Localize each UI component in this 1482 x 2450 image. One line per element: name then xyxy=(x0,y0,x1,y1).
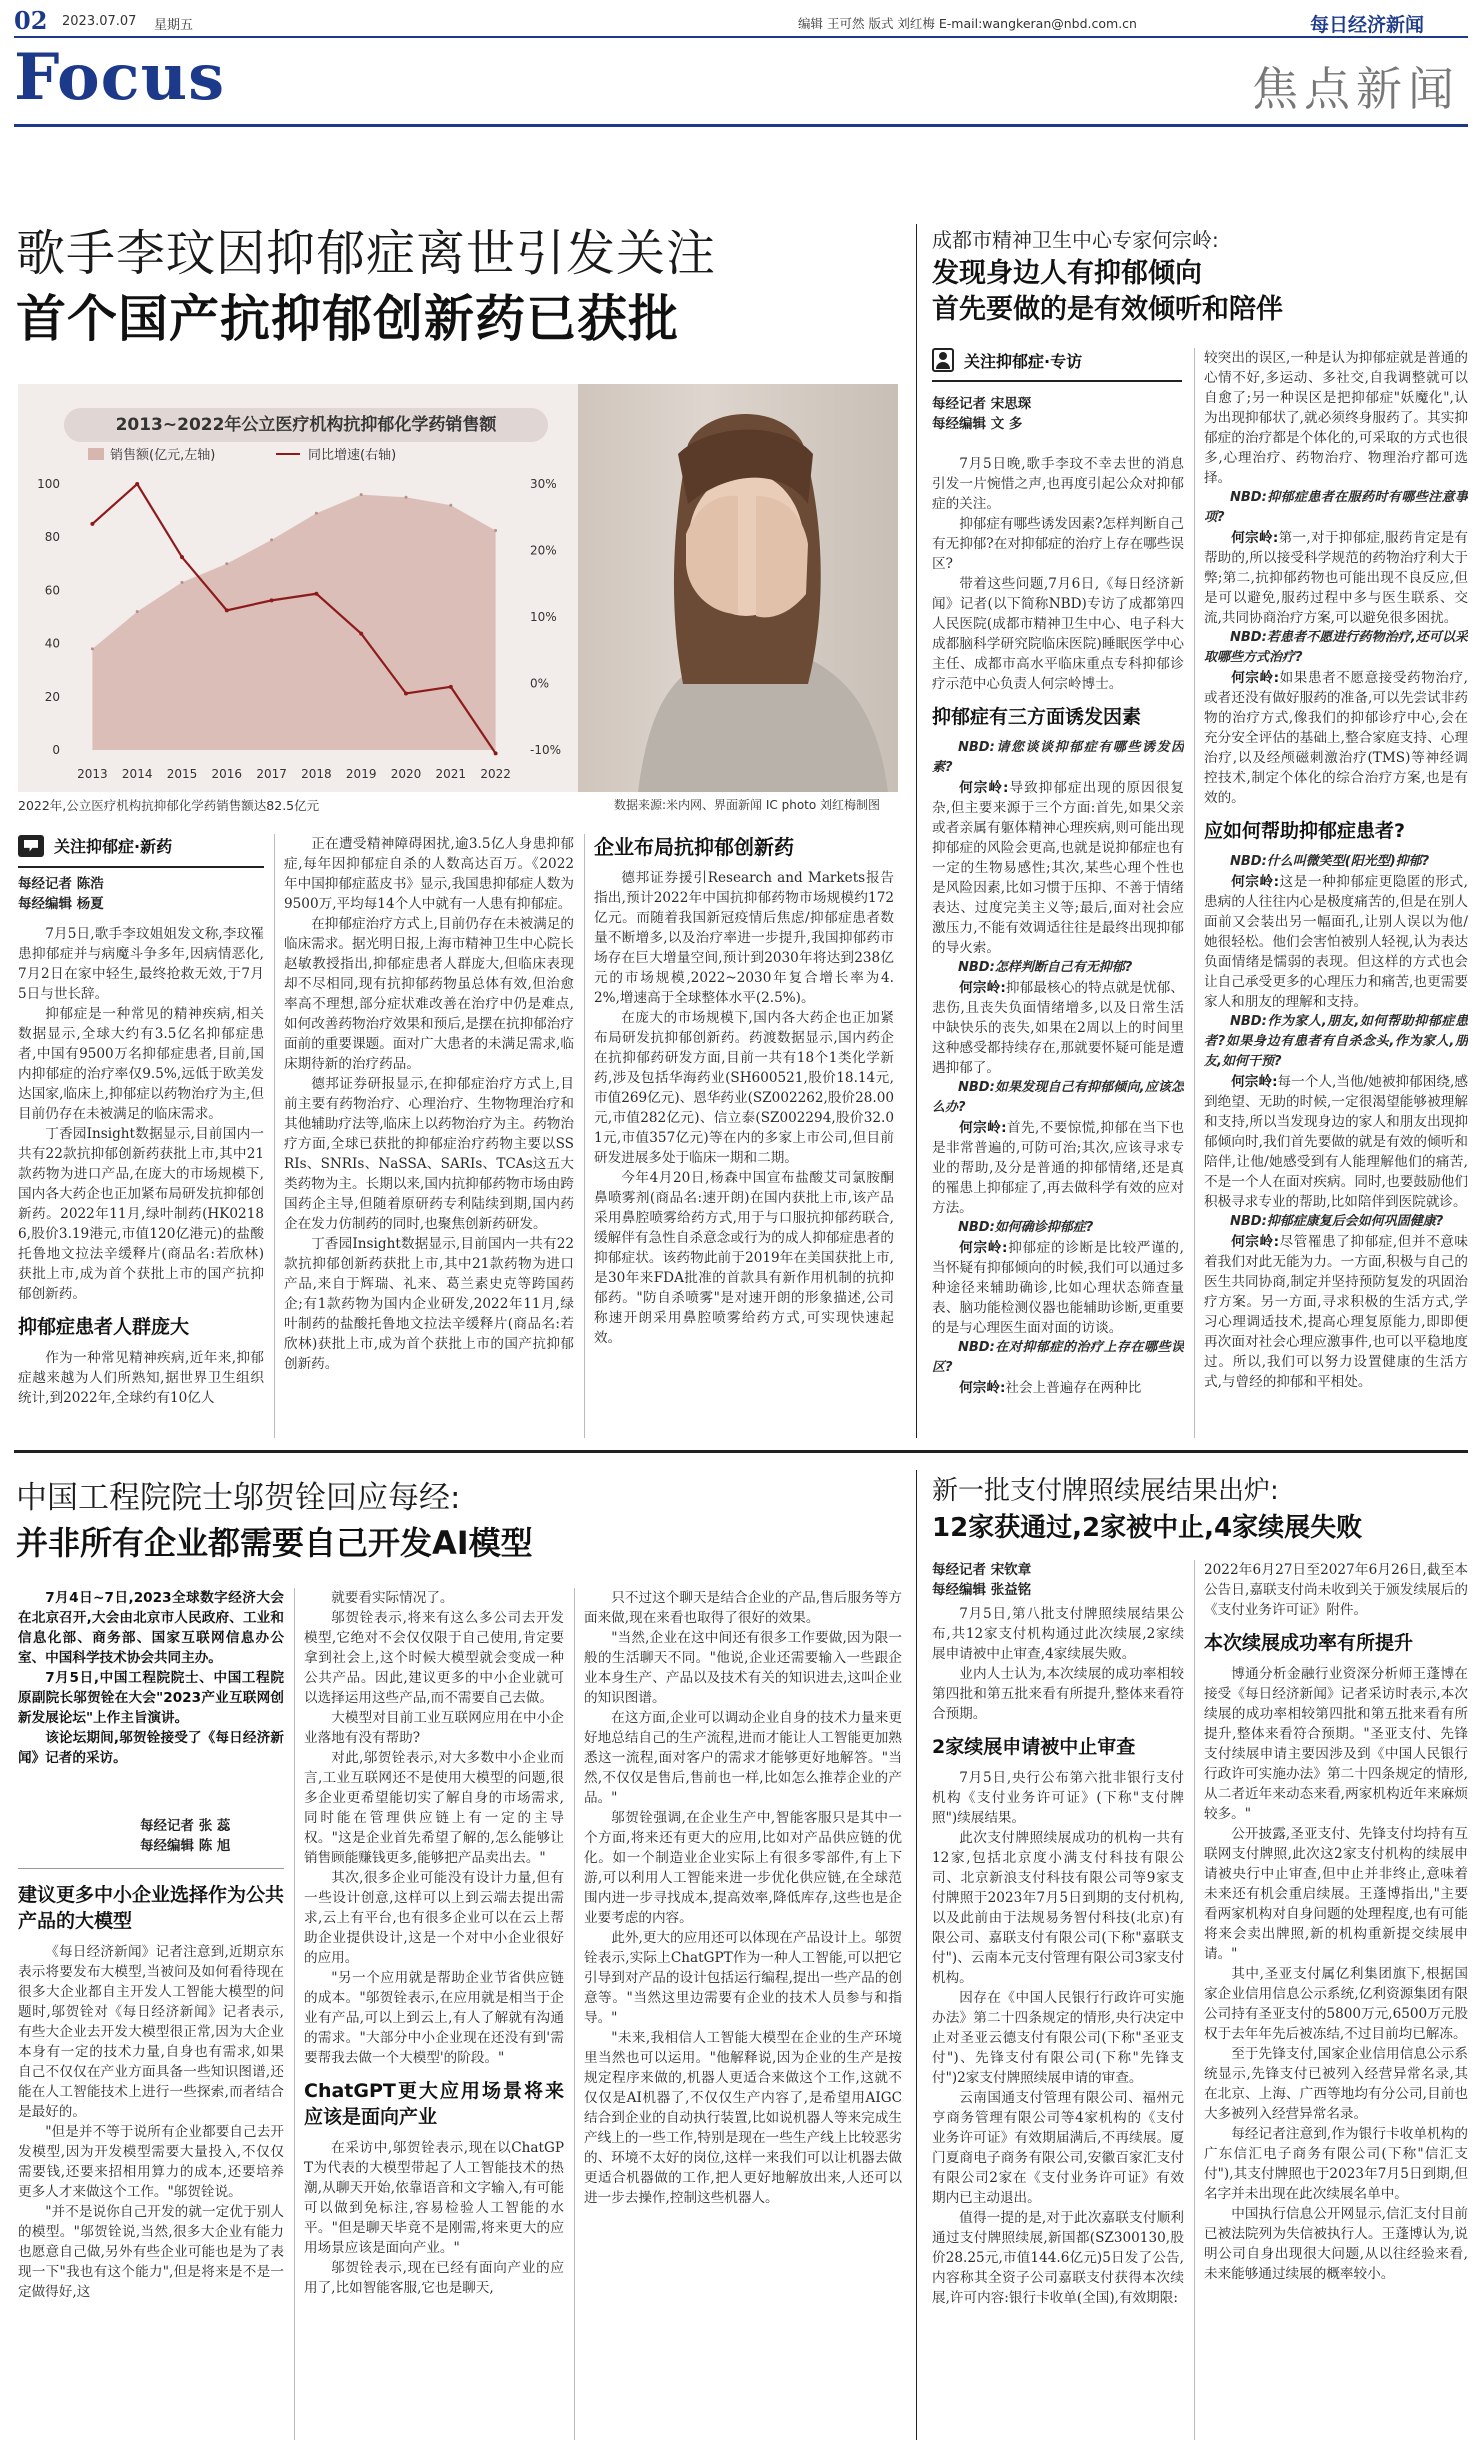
article4-headline2: 12家获通过,2家被中止,4家续展失败 xyxy=(932,1513,1363,1543)
sales-point xyxy=(449,504,452,507)
article4-col1 xyxy=(932,1604,1184,2440)
chart-caption-right: 数据来源:米内网、界面新闻 IC photo 刘红梅制图 xyxy=(614,798,881,812)
photo-illustration xyxy=(578,384,898,792)
growth-point xyxy=(225,608,229,612)
paragraph: 正在遭受精神障碍困扰,逾3.5亿人身患抑郁症,每年因抑郁症自杀的人数高达百万。《2022年中国抑郁症蓝皮书》显示,我国患抑郁症人数为9500万,平均每14个人中就有一人患有抑郁症。 xyxy=(284,836,574,912)
article2-headline1: 发现身边人有抑郁倾向 xyxy=(932,258,1202,289)
growth-point xyxy=(314,592,318,596)
article3-divider2 xyxy=(574,1588,575,2440)
growth-point xyxy=(180,555,184,559)
article1-col1-tail: 作为一种常见精神疾病,近年来,抑郁症越来越为人们所熟知,据世界卫生组织统计,到2022年,全球约有10亿人 xyxy=(18,1350,264,1406)
paragraph: 就要看实际情况了。 xyxy=(331,1590,454,1606)
paragraph: 因存在《中国人民银行行政许可实施办法》第二十四条规定的情形,央行决定中止对圣亚云德支付有限公司(下称"圣亚支付")、先锋支付有限公司(下称"先锋支付")2家支付牌照续展申请的审查。 xyxy=(932,1990,1184,2086)
sales-point xyxy=(270,538,273,541)
article1-divider2 xyxy=(584,834,585,1438)
right-axis-tick: -10% xyxy=(530,743,562,757)
article1-column-label xyxy=(18,834,264,857)
article3-byline xyxy=(140,1816,290,1856)
article4-byline xyxy=(932,1560,1182,1600)
article3-headline1: 中国工程院院士邬贺铨回应每经: xyxy=(16,1480,461,1516)
interview-question: NBD:在对抑郁症的治疗上存在哪些误区? xyxy=(932,1340,1184,1375)
article4-editor: 每经编辑 张益铭 xyxy=(932,1582,1032,1598)
paragraph: 7月5日,歌手李玟姐姐发文称,李玟罹患抑郁症并与病魔斗争多年,因病情恶化,7月2日在家中轻生,最终抢救无效,于7月5日与世长辞。 xyxy=(18,926,264,1002)
paragraph: "未来,我相信人工智能大模型在企业的生产环境里当然也可以运用。"他解释说,因为企业的生产是按规定程序来做的,机器人更适合来做这个工作,这就不仅仅是AI机器了,不仅仅生产内容了,是希望用AIGC结合到企业的自动执行装置,比如说机器人等来完成生产线上的一些工作,特别是现在一些生产线上比较恶劣的、环境不太好的岗位,这样一来我们可以让机器去做更适合机器做的工作,把人更好地解放出来,人还可以进一步去操作,控制这些机器人。 xyxy=(584,2030,902,2206)
section-title-en: Focus xyxy=(14,40,226,115)
section-title-cn: 焦点新闻 xyxy=(1252,62,1460,116)
editor-info: 编辑 王可然 版式 刘红梅 E-mail:wangkeran@nbd.com.cn xyxy=(798,16,1137,31)
paragraph: 德邦证券研报显示,在抑郁症治疗方式上,目前主要有药物治疗、心理治疗、生物物理治疗和其他辅助疗法等,临床上以药物治疗为主。药物治疗方面,全球已获批的抑郁症治疗药物主要以SSRIs、SNRIs、NaSSA、SARIs、TCAs这五大类药物为主。长期以来,国内抗抑郁药物市场由跨国药企主导,但随着原研药专利陆续到期,国内药企在发力仿制药的同时,也聚焦创新药研发。 xyxy=(284,1076,574,1232)
paragraph: 至于先锋支付,国家企业信用信息公示系统显示,先锋支付已被列入经营异常名录,其在北京、上海、广西等地均有分公司,目前也大多被列入经营异常名录。 xyxy=(1204,2046,1468,2122)
left-axis-tick: 20 xyxy=(44,689,60,704)
growth-point xyxy=(359,632,363,636)
right-axis-tick: 30% xyxy=(530,477,557,491)
article3-col2 xyxy=(304,1588,564,2440)
article2-col2 xyxy=(1204,348,1468,1438)
right-axis-tick: 10% xyxy=(530,610,557,624)
interview-question: NBD:什么叫微笑型(阳光型)抑郁? xyxy=(1230,854,1430,869)
paragraph: 抑郁症有哪些诱发因素?怎样判断自己有无抑郁?在对抑郁症的治疗上存在哪些误区? xyxy=(932,516,1184,572)
article4-reporter: 每经记者 宋钦章 xyxy=(932,1562,1032,1578)
sales-point xyxy=(136,610,139,613)
paragraph: 在采访中,邬贺铨表示,现在以ChatGPT为代表的大模型带起了人工智能技术的热潮,从聊天开始,依靠语音和文字输入,有可能可以做到免标注,容易检验人工智能的水平。"但是聊天毕竟不是刚需,将来更大的应用场景应该是面向产业。" xyxy=(304,2140,564,2256)
right-axis-tick: 0% xyxy=(530,676,550,691)
article2-col1-paragraphs xyxy=(932,454,1184,1398)
paragraph: 带着这些问题,7月6日,《每日经济新闻》记者(以下简称NBD)专访了成都第四人民医院(成都市精神卫生中心、电子科大成都脑科学研究院临床医院)睡眠医学中心主任、成都市高水平临床重点专科抑郁诊疗示范中心负责人何宗岭博士。 xyxy=(932,576,1184,692)
article3-reporter: 每经记者 张 蕊 xyxy=(140,1818,231,1834)
growth-point xyxy=(449,685,453,689)
article1-headline2: 首个国产抗抑郁创新药已获批 xyxy=(16,290,679,348)
interview-answer: 何宗岭:首先,不要惊慌,抑郁在当下也是非常普遍的,可防可治;其次,应该寻求专业的帮助,及分是普通的抑郁情绪,还是真的罹患上抑郁症了,再去做科学有效的应对方法。 xyxy=(932,1120,1184,1216)
article3-col2-tail xyxy=(304,2138,564,2298)
paragraph: 只不过这个聊天是结合企业的产品,售后服务等方面来做,现在来看也取得了很好的效果。 xyxy=(584,1590,902,1626)
paragraph: 此次支付牌照续展成功的机构一共有12家,包括北京度小满支付科技有限公司、北京新浪支付科技有限公司等9家支付牌照于2023年7月5日到期的支付机构,以及此前由于法规易务智付科技(北京)有限公司、嘉联支付有限公司(下称"嘉联支付")、云南本元支付管理有限公司3家支付机构。 xyxy=(932,1830,1184,1986)
article4-col2 xyxy=(1204,1560,1468,2440)
paragraph: "另一个应用就是帮助企业节省供应链的成本。"邬贺铨表示,在应用就是相当于企业有产品,可以上到云上,有人了解就有沟通的需求。"大部分中小企业现在还没有到'需要帮我去做一个大模型'的阶段。" xyxy=(304,1970,564,2066)
interview-answer: 何宗岭:每一个人,当他/她被抑郁困绕,感到绝望、无助的时候,一定很渴望能够被理解和支持,所以当发现身边的家人和朋友出现抑郁倾向时,我们首先要做的就是有效的倾听和陪伴,让他/她感受到有人能理解他们的痛苦,不是一个人在面对疾病。同时,也要鼓励他们积极寻求专业的帮助,比如陪伴到医院就诊。 xyxy=(1204,1074,1468,1210)
article4-left-border xyxy=(916,1470,917,2440)
article3-col3-paragraphs xyxy=(584,1588,902,2208)
left-axis-tick: 0 xyxy=(52,743,60,757)
chart-title: 2013~2022年公立医疗机构抗抑郁化学药销售额 xyxy=(115,415,497,435)
x-axis-tick: 2013 xyxy=(77,767,108,781)
x-axis-tick: 2016 xyxy=(211,767,243,781)
article4-col1-paragraphs xyxy=(932,1604,1184,2308)
article2-reporter: 每经记者 宋思琛 xyxy=(932,396,1032,412)
paragraph: 丁香园Insight数据显示,目前国内一共有22款抗抑郁创新药获批上市,其中21款药物为进口产品,在庞大的市场规模下,国内各大药企也正加紧布局研发抗抑郁创新药。2022年11月,绿叶制药(HK02186,股价3.19港元,市值120亿港元)的盐酸托鲁地文拉法辛缓释片(商品名:若欣林)获批上市,成为首个获批上市的国产抗抑郁创新药。 xyxy=(18,1126,264,1302)
page-number: 02 xyxy=(14,6,48,35)
chart-caption-left: 2022年,公立医疗机构抗抑郁化学药销售额达82.5亿元 xyxy=(18,798,320,813)
article1-col2 xyxy=(284,834,574,1438)
article2-col1 xyxy=(932,454,1184,1438)
growth-point xyxy=(404,691,408,695)
subhead: 应如何帮助抑郁症患者? xyxy=(1204,820,1406,842)
x-axis-tick: 2019 xyxy=(345,767,377,781)
legend-swatch-bar xyxy=(88,448,104,460)
photo-woman-depressed xyxy=(578,384,898,792)
x-axis-tick: 2022 xyxy=(480,767,511,781)
paragraph: 抑郁症是一种常见的精神疾病,相关数据显示,全球大约有3.5亿名抑郁症患者,中国有9500万名抑郁症患者,目前,国内抑郁症的治疗率仅9.5%,远低于欧美发达国家,临床上,抑郁症以药物治疗为主,但目前仍存在未被满足的临床需求。 xyxy=(18,1006,264,1122)
interview-answer: 何宗岭:这是一种抑郁症更隐匿的形式,患病的人往往内心是极度痛苦的,但是在别人面前又会装出另一幅面孔,让别人误以为他/她很轻松。他们会害怕被别人轻视,认为表达负面情绪是懦弱的表现。但这样的方式也会让自己承受更多的心理压力和痛苦,也更需要家人和朋友的理解和支持。 xyxy=(1204,874,1468,1010)
left-axis-tick: 60 xyxy=(44,583,60,598)
paragraph: 大模型对目前工业互联网应用在中小企业落地有没有帮助? xyxy=(304,1710,564,1746)
article3-lead-paragraphs xyxy=(18,1588,284,1768)
article4-col2-paragraphs xyxy=(1204,1560,1468,2284)
article3-divider1 xyxy=(294,1588,295,2440)
paragraph: 丁香园Insight数据显示,目前国内一共有22款抗抑郁创新药获批上市,其中21款药物为进口产品,来自于辉瑞、礼来、葛兰素史克等跨国药企;有1款药物为国内企业研发,2022年11月,绿叶制药的盐酸托鲁地文拉法辛缓释片(商品名:若欣林)获批上市,成为首个获批上市的国产抗抑郁创新药。 xyxy=(284,1236,574,1372)
x-axis-tick: 2017 xyxy=(256,767,287,781)
paragraph: 在这方面,企业可以调动企业自身的技术力量来更好地总结自己的生产流程,进而才能让人工智能更加熟悉这一流程,面对客户的需求才能够更好地解答。"当然,不仅仅是售后,售前也一样,比如怎么推荐企业的产品。" xyxy=(584,1710,902,1806)
paragraph: 7月5日,第八批支付牌照续展结果公布,共12家支付机构通过此次续展,2家续展申请被中止审查,4家续展失败。 xyxy=(932,1606,1184,1662)
paragraph: 此外,更大的应用还可以体现在产品设计上。邬贺铨表示,实际上ChatGPT作为一种人工智能,可以把它引导到对产品的设计包括运行编程,提出一些产品的创意等。"当然这里边需要有企业的技术人员参与和指导。" xyxy=(584,1930,902,2026)
article1-divider1 xyxy=(274,834,275,1438)
sales-point xyxy=(315,512,318,515)
interview-question: NBD:作为家人,朋友,如何帮助抑郁症患者?如果身边有患者有自杀念头,作为家人,朋友,如何干预? xyxy=(1204,1014,1468,1069)
article2-column-label-text: 关注抑郁症·专访 xyxy=(964,351,1083,371)
issue-weekday: 星期五 xyxy=(154,18,194,33)
article2-kicker: 成都市精神卫生中心专家何宗岭: xyxy=(932,228,1219,252)
article2-byline xyxy=(932,394,1182,434)
article3-headline2: 并非所有企业都需要自己开发AI模型 xyxy=(16,1524,533,1562)
subhead: 抑郁症有三方面诱发因素 xyxy=(932,706,1142,728)
article1-col3-subhead: 企业布局抗抑郁创新药 xyxy=(594,835,794,859)
subhead: 本次续展成功率有所提升 xyxy=(1204,1632,1414,1654)
article2-left-border xyxy=(916,224,917,1438)
article1-editor: 每经编辑 杨夏 xyxy=(18,896,104,912)
article3-col2-paragraphs xyxy=(304,1588,564,2068)
x-axis-tick: 2015 xyxy=(166,767,198,781)
article3-lead xyxy=(18,1588,284,1768)
growth-point xyxy=(494,751,498,755)
article2-editor: 每经编辑 文 多 xyxy=(932,416,1023,432)
lead-paragraph: 该论坛期间,邬贺铨接受了《每日经济新闻》记者的采访。 xyxy=(18,1730,284,1766)
article2-divider xyxy=(1194,348,1195,1438)
paragraph: 云南国通支付管理有限公司、福州元亨商务管理有限公司等4家机构的《支付业务许可证》有效期届满后,不再续展。厦门夏商电子商务有限公司,安徽百家汇支付有限公司2家在《支付业务许可证》有效期内已主动退出。 xyxy=(932,2090,1184,2206)
lead-paragraph: 7月4日~7日,2023全球数字经济大会在北京召开,大会由北京市人民政府、工业和信息化部、商务部、国家互联网信息办公室、中国科学技术协会共同主办。 xyxy=(18,1590,284,1666)
article3-col1-paragraphs xyxy=(18,1942,284,2302)
interview-answer: 何宗岭:第一,对于抑郁症,服药肯定是有帮助的,所以接受科学规范的药物治疗利大于弊;第二,抗抑郁药物也可能出现不良反应,但是可以避免,服药过程中多与医生联系、交流,共同协商治疗方案,可以避免很多困扰。 xyxy=(1204,530,1468,626)
paragraph: 值得一提的是,对于此次嘉联支付顺利通过支付牌照续展,新国都(SZ300130,股价28.25元,市值144.6亿元)5日发了公告,内容称其全资子公司嘉联支付获得本次续展,许可内容:银行卡收单(全国),有效期限: xyxy=(932,2210,1184,2306)
interview-question: NBD:怎样判断自己有无抑郁? xyxy=(958,960,1133,975)
section-divider xyxy=(14,1450,1468,1453)
article1-label-rule xyxy=(18,866,264,868)
article1-col1 xyxy=(18,924,264,1438)
legend-label-line: 同比增速(右轴) xyxy=(308,448,397,463)
paragraph: 其次,很多企业可能没有设计力量,但有一些设计创意,这样可以上到云端去提出需求,云上有平台,也有很多企业可以在云上帮助企业提供设计,这是一个对中小企业很好的应用。 xyxy=(304,1870,564,1966)
article1-col3-paragraphs xyxy=(594,868,894,1348)
interview-question: NBD:如何确诊抑郁症? xyxy=(958,1220,1094,1235)
article3-editor: 每经编辑 陈 旭 xyxy=(140,1838,231,1854)
paragraph: 在抑郁症治疗方式上,目前仍存在未被满足的临床需求。据光明日报,上海市精神卫生中心院长赵敏教授指出,抑郁症患者人群庞大,但临床表现却不尽相同,现有抗抑郁药物虽总体有效,但治愈率高不理想,部分症状难改善在治疗中仍是难点,如何改善药物治疗效果和预后,是摆在抗抑郁治疗面前的重要课题。面对广大患者的未满足需求,临床期待新的治疗药品。 xyxy=(284,916,574,1072)
paragraph: 每经记者注意到,作为银行卡收单机构的广东信汇电子商务有限公司(下称"信汇支付"),其支付牌照也于2023年7月5日到期,但名字并未出现在此次续展名单中。 xyxy=(1204,2126,1468,2202)
right-axis-tick: 20% xyxy=(530,543,557,558)
article3-col1-subhead: 建议更多中小企业选择作为公共产品的大模型 xyxy=(18,1884,284,1932)
section-rule xyxy=(14,124,1468,127)
article1-col1-paragraphs xyxy=(18,924,264,1304)
chart-svg xyxy=(18,444,578,788)
growth-point xyxy=(135,482,139,486)
interview-answer: 何宗岭:导致抑郁症出现的原因很复杂,但主要来源于三个方面:首先,如果父亲或者亲属有躯体精神心理疾病,则可能出现抑郁症的风险会更高,也就是说抑郁症也有一定的生物易感性;其次,某些心理个性也是风险因素,比如习惯于压抑、不善于情绪表达、过度完美主义等;最后,面对社会应激压力,不能有效调适往往是最终出现抑郁的导火索。 xyxy=(932,780,1184,956)
paragraph: 《每日经济新闻》记者注意到,近期京东表示将要发布大模型,当被问及如何看待现在很多大企业都自主开发人工智能大模型的问题时,邬贺铨对《每日经济新闻》记者表示,有些大企业去开发大模型很正常,因为大企业本身有一定的技术力量,自身也有需求,如果自己不仅仅在产业方面具备一些知识图谱,还能在人工智能技术上进行一些探索,而者结合是最好的。 xyxy=(18,1944,284,2120)
growth-point xyxy=(270,598,274,602)
issue-date: 2023.07.07 xyxy=(62,14,137,29)
article3-col1 xyxy=(18,1880,284,2440)
sales-point xyxy=(494,529,497,532)
lead-paragraph: 7月5日,中国工程院院士、中国工程院原副院长邬贺铨在大会"2023产业互联网创新发展论坛"上作主旨演讲。 xyxy=(18,1670,284,1726)
interview-answer: 何宗岭:如果患者不愿意接受药物治疗,或者还没有做好服药的准备,可以先尝试非药物的治疗方式,像我们的抑郁诊疗中心,会在充分安全评估的基础上,整合家庭支持、心理治疗,以及经颅磁刺激治疗(TMS)等神经调控技术,制定个体化的综合治疗方案,也是有效的。 xyxy=(1204,670,1468,806)
newspaper-icon xyxy=(18,835,44,857)
left-axis-tick: 100 xyxy=(37,477,60,491)
paragraph: 博通分析金融行业资深分析师王蓬博在接受《每日经济新闻》记者采访时表示,本次续展的成功率相较第四批和第五批来看有所提升,整体来看符合预期。"圣亚支付、先锋支付续展申请主要因涉及到《中国人民银行行政许可实施办法》第二十四条规定的情形,从二者近年来动态来看,两家机构近年来麻烦较多。" xyxy=(1204,1666,1468,1822)
article4-divider xyxy=(1194,1560,1195,2440)
interview-question: NBD:如果发现自己有抑郁倾向,应该怎么办? xyxy=(932,1080,1184,1115)
paragraph: 德邦证券援引Research and Markets报告指出,预计2022年中国抗抑郁药物市场规模约172亿元。而随着我国新冠疫情后焦虑/抑郁症患者数量不断增多,以及治疗率进一步提升,我国抑郁药市场存在巨大增量空间,预计到2030年将达到238亿元的市场规模,2022~2030年复合增长率为4.2%,增速高于全球整体水平(2.5%)。 xyxy=(594,870,894,1006)
article2-headline2: 首先要做的是有效倾听和陪伴 xyxy=(932,294,1283,325)
paragraph: "当然,企业在这中间还有很多工作要做,因为限一般的生活聊天不同。"他说,企业还需要输入一些跟企业本身生产、产品以及技术有关的知识进去,这叫企业的知识图谱。 xyxy=(584,1630,902,1706)
legend-label-bar: 销售额(亿元,左轴) xyxy=(110,448,216,463)
article1-byline xyxy=(18,874,264,914)
paragraph: 邬贺铨表示,将来有这么多公司去开发模型,它绝对不会仅仅限于自己使用,肯定要拿到社会上,这个时候大模型就会变成一种公共产品。因此,建议更多的中小企业就可以选择运用这些产品,而不需要自己去做。 xyxy=(304,1610,564,1706)
x-axis-tick: 2021 xyxy=(435,767,467,781)
paragraph: "但是并不等于说所有企业都要自己去开发模型,因为开发模型需要大量投入,不仅仅需要钱,还要来招相用算力的成本,还要培养更多人才来做这个工作。"邬贺铨说。 xyxy=(18,2124,284,2200)
paper-name: 每日经济新闻 xyxy=(1310,14,1425,36)
paragraph: 在庞大的市场规模下,国内各大药企也正加紧布局研发抗抑郁创新药。药渡数据显示,国内药企在抗抑郁药研发方面,目前一共有18个1类化学新药,涉及包括华海药业(SH600521,股价18.14元,市值269亿元)、恩华药业(SZ002262,股价28.00元,市值282亿元)、信立泰(SZ002294,股价32.01元,市值357亿元)等在内的多家上市公司,但目前研发进展多处于临床一期和二期。 xyxy=(594,1010,894,1166)
left-axis-tick: 80 xyxy=(44,530,60,545)
paragraph: "并不是说你自己开发的就一定优于别人的模型。"邬贺铨说,当然,很多大企业有能力也愿意自己做,另外有些企业可能也是为了表现一下"我也有这个能力",但是将来是不是一定做得好,这 xyxy=(18,2204,284,2300)
interview-question: NBD:若患者不愿进行药物治疗,还可以采取哪些方式治疗? xyxy=(1204,630,1468,665)
interview-question: NBD:抑郁症患者在服药时有哪些注意事项? xyxy=(1204,490,1468,525)
interview-answer: 何宗岭:抑郁最核心的特点就是忧郁、悲伤,且丧失负面情绪增多,以及日常生活中缺快乐的丧失,如果在2周以上的时间里这种感受都持续存在,那就要怀疑可能是遭遇抑郁了。 xyxy=(932,980,1184,1076)
article1-reporter: 每经记者 陈浩 xyxy=(18,876,104,892)
article4-headline1: 新一批支付牌照续展结果出炉: xyxy=(932,1476,1279,1506)
interview-question: NBD:请您谈谈抑郁症有哪些诱发因素? xyxy=(932,740,1184,775)
article3-lead-rule xyxy=(18,1868,284,1869)
paragraph: 7月5日,央行公布第六批非银行支付机构《支付业务许可证》(下称"支付牌照")续展结果。 xyxy=(932,1770,1184,1826)
sales-point xyxy=(360,493,363,496)
sales-point xyxy=(405,496,408,499)
paragraph: 业内人士认为,本次续展的成功率相较第四批和第五批来看有所提升,整体来看符合预期。 xyxy=(932,1666,1184,1722)
article3-col3 xyxy=(584,1588,902,2440)
article3-col2-subhead: ChatGPT更大应用场景将来应该是面向产业 xyxy=(304,2080,564,2128)
article1-col2-paragraphs xyxy=(284,834,574,1374)
paragraph: 2022年6月27日至2027年6月26日,截至本公告日,嘉联支付尚未收到关于颁发续展后的《支付业务许可证》附件。 xyxy=(1204,1562,1468,1618)
subhead: 2家续展申请被中止审查 xyxy=(932,1736,1136,1758)
interview-answer: 何宗岭:社会上普遍存在两种比 xyxy=(959,1380,1142,1396)
article1-col3 xyxy=(594,834,894,1438)
article2-col2-paragraphs xyxy=(1204,348,1468,1392)
paragraph: 公开披露,圣亚支付、先锋支付均持有互联网支付牌照,此次这2家支付机构的续展申请被央行中止审查,但中止并非终止,意味着未来还有机会重启续展。王蓬博指出,"主要看两家机构对自身问题的处理程度,也有可能将来会卖出牌照,新的机构重新提交续展申请。" xyxy=(1204,1826,1468,1962)
interview-question: NBD:抑郁症康复后会如何巩固健康? xyxy=(1230,1214,1444,1229)
article1-col1-subhead: 抑郁症患者人群庞大 xyxy=(18,1316,190,1338)
article1-headline1: 歌手李玟因抑郁症离世引发关注 xyxy=(16,225,717,282)
x-axis-tick: 2018 xyxy=(301,767,332,781)
growth-point xyxy=(90,522,94,526)
paragraph: 7月5日晚,歌手李玟不幸去世的消息引发一片惋惜之声,也再度引起公众对抑郁症的关注。 xyxy=(932,456,1184,512)
paragraph: 邬贺铨强调,在企业生产中,智能客服只是其中一个方面,将来还有更大的应用,比如对产品供应链的优化。如一个制造业企业实际上有很多零部件,有上下游,可以利用人工智能来进一步优化供应链,在全球范围内进一步寻找成本,提高效率,降低库存,这些也是企业要考虑的内容。 xyxy=(584,1810,902,1926)
sales-area xyxy=(92,495,495,750)
article2-label-rule xyxy=(932,380,1182,382)
sales-point xyxy=(181,581,184,584)
paragraph: 今年4月20日,杨森中国宣布盐酸艾司氯胺酮鼻喷雾剂(商品名:速开朗)在国内获批上市,该产品采用鼻腔喷雾给药方式,用于与口服抗抑郁药联合,缓解伴有急性自杀意念或行为的成人抑郁症患者的抑郁症状。该药物此前于2019年在美国获批上市,是30年来FDA批准的首款具有新作用机制的抗抑郁药。"防自杀喷雾"是对速开朗的形象描述,公司称速开朗采用鼻腔喷雾给药方式,可实现快速起效。 xyxy=(594,1170,894,1346)
sales-point xyxy=(91,647,94,650)
masthead xyxy=(14,6,1468,36)
x-axis-tick: 2014 xyxy=(121,767,153,781)
paragraph: 对此,邬贺铨表示,对大多数中小企业而言,工业互联网还不是使用大模型的问题,很多企业更希望能切实了解自身的市场需求,同时能在管理供应链上有一定的主导权。"这是企业首先希望了解的,怎么能够让销售顾能赚钱更多,能够把产品卖出去。" xyxy=(304,1750,564,1866)
masthead-rule xyxy=(14,36,1468,38)
paragraph: 其中,圣亚支付属亿利集团旗下,根据国家企业信用信息公示系统,亿利资源集团有限公司持有圣亚支付的5800万元,6500万元股权于去年年先后被冻结,不过目前均已解冻。 xyxy=(1204,1966,1468,2042)
sales-point xyxy=(225,562,228,565)
paragraph: 邬贺铨表示,现在已经有面向产业的应用了,比如智能客服,它也是聊天, xyxy=(304,2260,564,2296)
left-axis-tick: 40 xyxy=(44,636,60,651)
paragraph: 中国执行信息公开网显示,信汇支付目前已被法院列为失信被执行人。王蓬博认为,说明公司自身出现很大问题,从以往经验来看,未来能够通过续展的概率较小。 xyxy=(1204,2206,1468,2282)
interview-answer: 何宗岭:尽管罹患了抑郁症,但并不意味着我们对此无能为力。一方面,积极与自己的医生共同协商,制定并坚持预防复发的巩固治疗方案。另一方面,寻求积极的生活方式,学习心理调适技术,提高心理复原能力,即即便再次面对社会心理应激事件,也可以平稳地度过。所以,我们可以努力设置健康的生活方式,与曾经的抑郁和平相处。 xyxy=(1204,1234,1468,1390)
paragraph: 较突出的误区,一种是认为抑郁症就是普通的心情不好,多运动、多社交,自我调整就可以自愈了;另一种误区是把抑郁症"妖魔化",认为出现抑郁状了,就必须终身服药了。其实抑郁症的治疗都是个体化的,可采取的方式也很多,心理治疗、药物治疗、物理治疗都可选择。 xyxy=(1204,350,1468,486)
x-axis-tick: 2020 xyxy=(390,767,422,781)
article1-column-label-text: 关注抑郁症·新药 xyxy=(54,837,173,856)
person-icon xyxy=(932,348,954,372)
interview-answer: 何宗岭:抑郁症的诊断是比较严谨的,当怀疑有抑郁倾向的时候,我们可以通过多种途径来辅助确诊,比如心理状态筛查量表、脑功能检测仪器也能辅助诊断,更重要的是与心理医生面对面的访谈。 xyxy=(932,1240,1184,1336)
article2-column-label xyxy=(932,348,1182,372)
